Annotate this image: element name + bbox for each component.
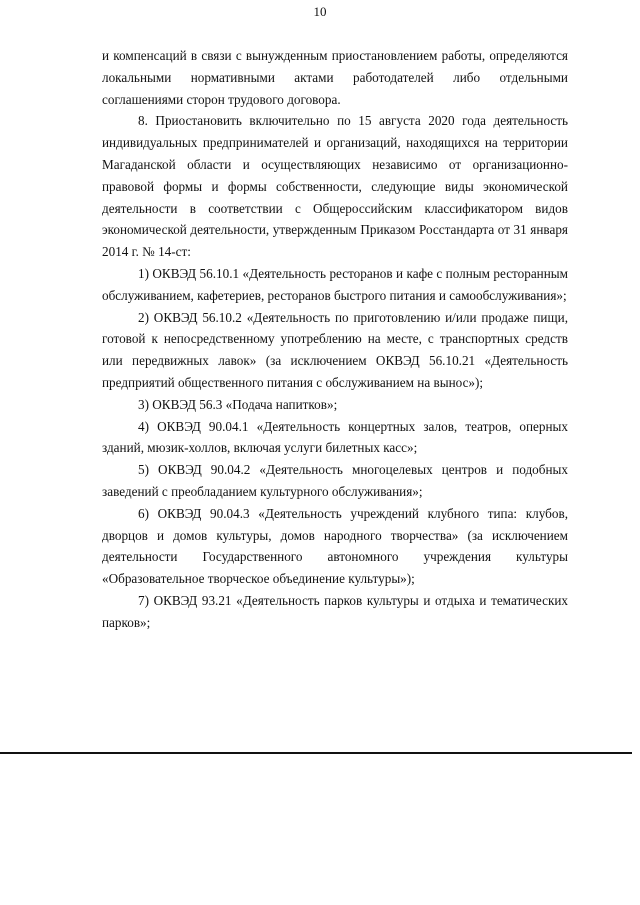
paragraph-item-8: 8. Приостановить включительно по 15 августа 2020 года деятельность индивидуальных предпринимателей и организаций, находящихся на территории Магаданской области и осуществляющих независимо от организационно-правовой формы и формы собственности, следующие виды экономической деятельности в соответствии с Общероссийским классификатором видов экономической деятельности, утвержденным Приказом Росстандарта от 31 января 2014 г. № 14-ст: bbox=[102, 113, 568, 260]
subitem-3: 3) ОКВЭД 56.3 «Подача напитков»; bbox=[138, 396, 338, 412]
document-body bbox=[102, 45, 568, 634]
page-number: 10 bbox=[313, 4, 327, 19]
bottom-divider-line bbox=[0, 752, 632, 754]
subitem-1: 1) ОКВЭД 56.10.1 «Деятельность ресторанов и кафе с полным ресторанным обслуживанием, кафетериев, ресторанов быстрого питания и самообслуживания»; bbox=[102, 265, 568, 303]
subitem-7: 7) ОКВЭД 93.21 «Деятельность парков культуры и отдыха и тематических парков»; bbox=[102, 592, 568, 630]
subitem-6: 6) ОКВЭД 90.04.3 «Деятельность учреждений клубного типа: клубов, дворцов и домов культуры, домов народного творчества» (за исключением деятельности Государственного автономного учреждения культуры «Образовательное творческое объединение культуры»); bbox=[102, 505, 568, 587]
subitem-5: 5) ОКВЭД 90.04.2 «Деятельность многоцелевых центров и подобных заведений с преобладанием культурного обслуживания»; bbox=[102, 462, 568, 499]
subitem-2: 2) ОКВЭД 56.10.2 «Деятельность по приготовлению и/или продаже пищи, готовой к непосредственному употреблению на месте, с транспортных средств или передвижных лавок» (за исключением ОКВЭД 56.10.21 «Деятельность предприятий общественного питания с обслуживанием на вынос»); bbox=[102, 309, 568, 390]
paragraph-continuation: и компенсаций в связи с вынужденным приостановлением работы, определяются локальными нормативными актами работодателей либо отдельными соглашениями сторон трудового договора. bbox=[102, 48, 568, 107]
subitem-4: 4) ОКВЭД 90.04.1 «Деятельность концертных залов, театров, оперных зданий, мюзик-холлов, включая услуги билетных касс»; bbox=[102, 418, 568, 456]
